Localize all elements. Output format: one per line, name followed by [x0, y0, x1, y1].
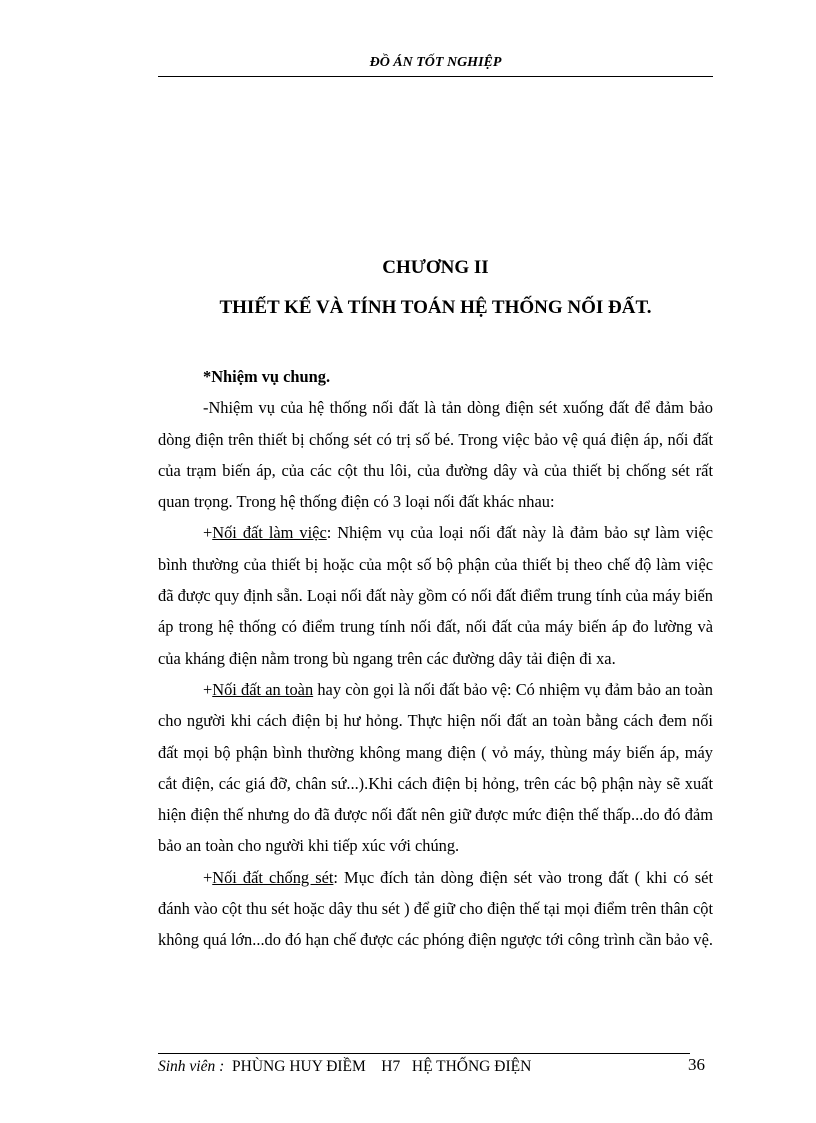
header-rule — [158, 76, 713, 77]
footer-label: Sinh viên : — [158, 1058, 225, 1075]
chapter-number: CHƯƠNG II — [382, 257, 489, 278]
bullet-prefix: + — [203, 523, 213, 543]
bullet-prefix: + — [203, 679, 213, 699]
paragraph-working-grounding — [158, 517, 713, 673]
term-working-grounding: Nối đất làm việc — [212, 523, 327, 543]
paragraph-text: hay còn gọi là nối đất bảo vệ: Có nhiệm vụ đảm bảo an toàn cho người khi cách điện bị hư hỏng. Thực hiện nối đất an toàn bằng cách đem nối đất mọi bộ phận bình thường không mang điện ( vỏ máy, thùng máy biến áp, máy cắt điện, các giá đỡ, chân sứ...).Khi cách điện bị hỏng, trên các bộ phận này sẽ xuất hiện điện thế nhưng do đã được nối đất nên giữ được mức điện thế thấp...do đó đảm bảo an toàn cho người khi tiếp xúc với chúng. — [158, 679, 713, 856]
footer — [158, 1058, 713, 1076]
body-text — [158, 361, 713, 956]
paragraph-intro: -Nhiệm vụ của hệ thống nối đất là tản dòng điện sét xuống đất để đảm bảo dòng điện trên thiết bị chống sét có trị số bé. Trong việc bảo vệ quá điện áp, nối đất của trạm biến áp, của các cột thu lôi, của đường dây và của thiết bị chống sét rất quan trọng. Trong hệ thống điện có 3 loại nối đất khác nhau: — [158, 398, 713, 512]
chapter-title: THIẾT KẾ VÀ TÍNH TOÁN HỆ THỐNG NỐI ĐẤT. — [219, 297, 652, 318]
page-number: 36 — [688, 1055, 705, 1074]
footer-rule — [158, 1053, 690, 1054]
footer-student-info: PHÙNG HUY ĐIỀM H7 HỆ THỐNG ĐIỆN — [224, 1058, 532, 1075]
paragraph-text: : Nhiệm vụ của loại nối đất này là đảm bảo sự làm việc bình thường của thiết bị hoặc của một số bộ phận của thiết bị theo chế độ làm việc đã được quy định sẵn. Loại nối đất này gồm có nối đất điểm trung tính của máy biến áp trong hệ thống có điểm trung tính nối đất, nối đất của máy biến áp đo lường và của kháng điện nằm trong bù ngang trên các đường dây tải điện đi xa. — [158, 523, 713, 668]
term-safety-grounding: Nối đất an toàn — [212, 679, 314, 699]
paragraph-text: : Mục đích tản dòng điện sét vào trong đất ( khi có sét đánh vào cột thu sét hoặc dây thu sét ) để giữ cho điện thế tại mọi điểm trên thân cột không quá lớn...do đó hạn chế được các phóng điện ngược tới công trình cần bảo vệ. — [158, 867, 714, 950]
running-header-title: ĐỒ ÁN TỐT NGHIỆP — [369, 55, 502, 70]
bullet-prefix: + — [203, 867, 213, 887]
section-heading: *Nhiệm vụ chung. — [203, 367, 331, 386]
paragraph-safety-grounding — [158, 674, 713, 862]
term-lightning-grounding: Nối đất chống sét — [212, 867, 334, 887]
paragraph-lightning-grounding — [158, 862, 713, 956]
